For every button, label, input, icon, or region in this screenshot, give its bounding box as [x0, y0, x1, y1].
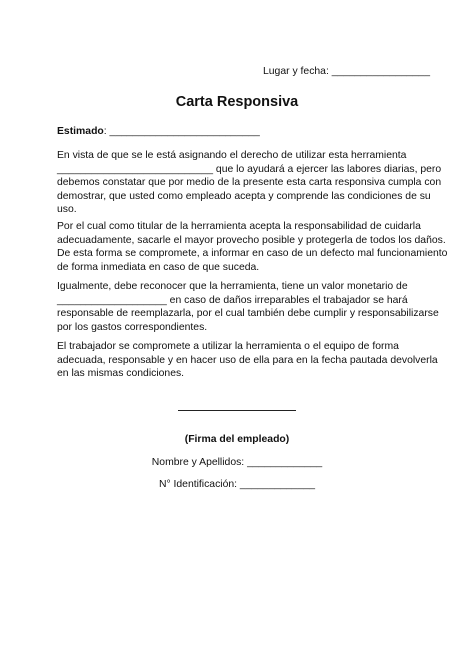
signature-caption: (Firma del empleado) — [184, 434, 290, 445]
id-number-field: N° Identificación: _____________ — [158, 479, 316, 490]
paragraph-line: Igualmente, debe reconocer que la herramienta, tiene un valor monetario de — [57, 281, 408, 292]
paragraph-line: en las mismas condiciones. — [57, 368, 185, 380]
paragraph-line: de forma inmediata en caso de que suceda. — [57, 261, 260, 273]
greeting-blank: : __________________________ — [103, 126, 260, 137]
name-field: Nombre y Apellidos: _____________ — [151, 457, 323, 468]
signature-line — [178, 410, 296, 411]
paragraph-line: ___________________ en caso de daños irreparables el trabajador se hará — [57, 294, 408, 306]
paragraph-line: responsable de reemplazarla, por el cual también debe cumplir y responsabilizarse — [57, 308, 439, 320]
paragraph-line: uso. — [57, 204, 77, 216]
paragraph-line: adecuadamente, sacarle el mayor provecho posible y protegerla de todos los daños. — [57, 234, 446, 246]
paragraph-line: debemos constatar que por medio de la presente esta carta responsiva cumpla con — [57, 177, 442, 189]
paragraph-line: demostrar, que usted como empleado acepta y comprende las condiciones de su — [57, 190, 431, 202]
paragraph-line: por los gastos correspondientes. — [57, 321, 208, 333]
paragraph-responsibility — [57, 220, 448, 274]
greeting-line — [57, 126, 260, 137]
paragraph-line: Por el cual como titular de la herramienta acepta la responsabilidad de cuidarla — [57, 221, 421, 232]
greeting-label: Estimado — [57, 126, 104, 137]
paragraph-line: De esta forma se compromete, a informar en caso de un defecto mal funcionamiento — [57, 248, 448, 260]
paragraph-line: ___________________________ que lo ayudará a ejercer las labores diarias, pero — [57, 163, 442, 175]
document-title: Carta Responsiva — [175, 94, 299, 110]
paragraph-assignment — [57, 149, 442, 217]
paragraph-monetary-value — [57, 280, 439, 334]
paragraph-line: En vista de que se le está asignando el derecho de utilizar esta herramienta — [57, 150, 407, 161]
place-date-field: Lugar y fecha: _________________ — [263, 66, 430, 77]
paragraph-commitment — [57, 340, 438, 381]
paragraph-line: El trabajador se compromete a utilizar la herramienta o el equipo de forma — [57, 341, 399, 352]
paragraph-line: adecuada, responsable y en hacer uso de ella para en la fecha pautada devolverla — [57, 354, 438, 366]
